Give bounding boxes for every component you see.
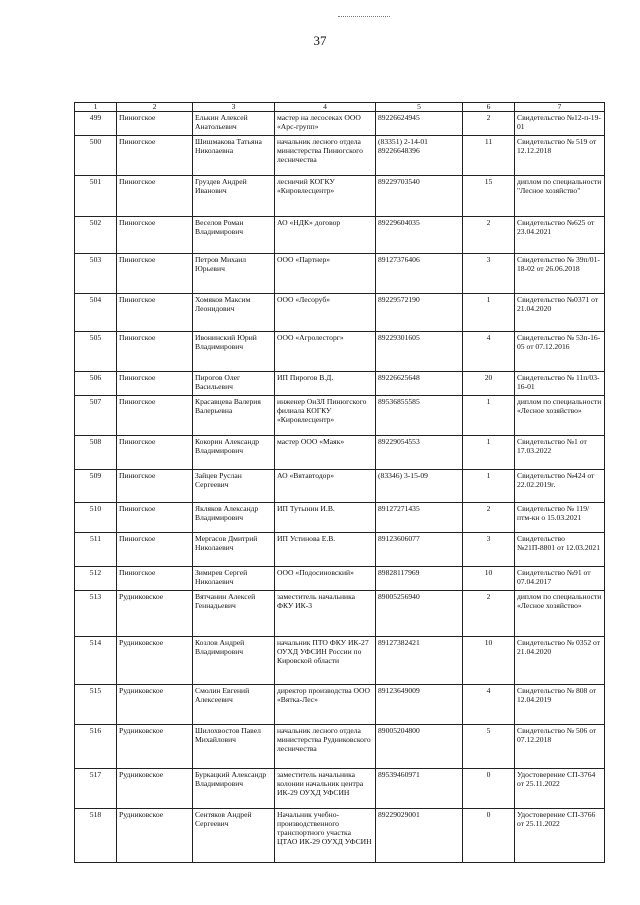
cell-num: 504 [75,294,117,332]
column-header: 2 [117,103,193,112]
cell-num: 516 [75,725,117,769]
cell-org: ООО «Агролесторг» [275,332,376,372]
column-header: 6 [463,103,515,112]
cell-num: 510 [75,503,117,533]
cell-district: Пинюгское [117,176,193,217]
table-row [75,332,605,372]
cell-org: АО «Вятавтодор» [275,470,376,503]
cell-count: 10 [463,567,515,591]
cell-doc: Свидетельство №91 от 07.04.2017 [515,567,605,591]
cell-district: Пинюгское [117,533,193,567]
cell-district: Рудниковское [117,809,193,863]
column-header: 5 [376,103,463,112]
cell-num: 505 [75,332,117,372]
cell-district: Рудниковское [117,685,193,725]
cell-org: Начальник учебно-производственного транспортного участка ЦТАО ИК-29 ОУХД УФСИН [275,809,376,863]
cell-count: 15 [463,176,515,217]
cell-doc: Свидетельство № 808 от 12.04.2019 [515,685,605,725]
cell-count: 3 [463,254,515,294]
cell-org: инженер ОиЗЛ Пинюгского филиала КОГКУ «Кировлесцентр» [275,396,376,436]
cell-district: Пинюгское [117,436,193,470]
cell-district: Пинюгское [117,294,193,332]
cell-district: Пинюгское [117,254,193,294]
cell-count: 2 [463,217,515,254]
cell-doc: Свидетельство № 519 от 12.12.2018 [515,136,605,176]
cell-org: заместитель начальника ФКУ ИК-3 [275,591,376,637]
cell-count: 3 [463,533,515,567]
cell-phone: 89123606077 [376,533,463,567]
cell-doc: Свидетельство № 119/птм-кн о 15.03.2021 [515,503,605,533]
table-row [75,567,605,591]
cell-name: Козлов Андрей Владимирович [193,637,275,685]
cell-phone: 89005256940 [376,591,463,637]
table-row [75,176,605,217]
cell-doc: Свидетельство №21П-8801 от 12.03.2021 [515,533,605,567]
cell-org: ИП Тутынин И.В. [275,503,376,533]
table-row [75,503,605,533]
cell-phone: 89229604035 [376,217,463,254]
cell-name: Смолин Евгений Алексеевич [193,685,275,725]
table-row [75,685,605,725]
cell-phone: 89226624945 [376,112,463,136]
table-row [75,112,605,136]
cell-org: заместитель начальника колонии начальник центра ИК-29 ОУХД УФСИН [275,769,376,809]
cell-org: директор производства ООО «Вятка-Лес» [275,685,376,725]
cell-name: Ивонинский Юрий Владимирович [193,332,275,372]
column-header: 4 [275,103,376,112]
cell-name: Пирогов Олег Васильевич [193,372,275,396]
cell-doc: Свидетельство № 506 от 07.12.2018 [515,725,605,769]
cell-doc: Свидетельство № 0352 от 21.04.2020 [515,637,605,685]
cell-doc: диплом по специальности «Лесное хозяйство» [515,396,605,436]
column-header: 1 [75,103,117,112]
cell-name: Сентяков Андрей Сергеевич [193,809,275,863]
cell-doc: Свидетельство №424 от 22.02.2019г. [515,470,605,503]
cell-name: Вятчанин Алексей Геннадьевич [193,591,275,637]
cell-phone: 89229572190 [376,294,463,332]
cell-org: начальник лесного отдела министерства Рудниковского лесничества [275,725,376,769]
cell-doc: Свидетельство №12-п-19-01 [515,112,605,136]
cell-doc: Свидетельство №0371 от 21.04.2020 [515,294,605,332]
cell-name: Веселов Роман Владимирович [193,217,275,254]
cell-num: 499 [75,112,117,136]
table-row [75,725,605,769]
cell-num: 512 [75,567,117,591]
cell-district: Пинюгское [117,332,193,372]
scan-mark [338,16,390,21]
cell-org: начальник ПТО ФКУ ИК-27 ОУХД УФСИН России по Кировской области [275,637,376,685]
cell-name: Елькин Алексей Анатольевич [193,112,275,136]
cell-phone: 89127271435 [376,503,463,533]
cell-count: 0 [463,769,515,809]
cell-num: 500 [75,136,117,176]
cell-phone: (83351) 2-14-01 89226648396 [376,136,463,176]
cell-district: Пинюгское [117,112,193,136]
cell-doc: Удостоверение СП-3764 от 25.11.2022 [515,769,605,809]
cell-count: 4 [463,685,515,725]
table-row [75,436,605,470]
table-row [75,217,605,254]
cell-count: 4 [463,332,515,372]
cell-district: Пинюгское [117,567,193,591]
column-header: 3 [193,103,275,112]
table-row [75,294,605,332]
cell-count: 5 [463,725,515,769]
cell-org: ООО «Партнер» [275,254,376,294]
cell-num: 509 [75,470,117,503]
cell-phone: 89536855585 [376,396,463,436]
table-row [75,470,605,503]
cell-org: ООО «Лесоруб» [275,294,376,332]
cell-name: Якляков Александр Владимирович [193,503,275,533]
cell-phone: (83346) 3-15-09 [376,470,463,503]
table-header-row [75,103,605,112]
cell-name: Красавцева Валерия Валерьевна [193,396,275,436]
cell-district: Пинюгское [117,503,193,533]
cell-name: Шилохвостов Павел Михайлович [193,725,275,769]
cell-name: Буркацкий Александр Владимирович [193,769,275,809]
cell-district: Рудниковское [117,725,193,769]
table-row [75,372,605,396]
cell-count: 2 [463,112,515,136]
cell-phone: 89229703540 [376,176,463,217]
cell-doc: Свидетельство № 39п/01-18-02 от 26.06.2018 [515,254,605,294]
cell-doc: Свидетельство №1 от 17.03.2022 [515,436,605,470]
cell-district: Пинюгское [117,396,193,436]
cell-count: 10 [463,637,515,685]
cell-count: 11 [463,136,515,176]
cell-phone: 89123649009 [376,685,463,725]
cell-num: 515 [75,685,117,725]
cell-phone: 89229054553 [376,436,463,470]
cell-org: ИП Устинова Е.В. [275,533,376,567]
cell-district: Рудниковское [117,591,193,637]
cell-org: ООО «Подосиновский» [275,567,376,591]
cell-phone: 89226625648 [376,372,463,396]
cell-num: 513 [75,591,117,637]
cell-count: 20 [463,372,515,396]
cell-count: 2 [463,503,515,533]
cell-district: Пинюгское [117,372,193,396]
cell-name: Петров Михаил Юрьевич [193,254,275,294]
cell-doc: Свидетельство № 11п/03-16-01 [515,372,605,396]
cell-name: Хомяков Максим Леонидович [193,294,275,332]
cell-phone: 89828117969 [376,567,463,591]
table-row [75,136,605,176]
cell-district: Рудниковское [117,637,193,685]
cell-num: 518 [75,809,117,863]
page-number: 37 [313,33,327,48]
cell-num: 503 [75,254,117,294]
cell-num: 517 [75,769,117,809]
table-row [75,254,605,294]
cell-num: 501 [75,176,117,217]
cell-phone: 89229301605 [376,332,463,372]
cell-num: 502 [75,217,117,254]
cell-count: 0 [463,809,515,863]
cell-name: Зайцев Руслан Сергеевич [193,470,275,503]
table-row [75,533,605,567]
cell-phone: 89127382421 [376,637,463,685]
table-row [75,769,605,809]
cell-count: 1 [463,470,515,503]
cell-num: 508 [75,436,117,470]
cell-doc: Свидетельство №625 от 23.04.2021 [515,217,605,254]
table-row [75,591,605,637]
table-row [75,396,605,436]
cell-doc: Свидетельство № 53п-16-05 от 07.12.2016 [515,332,605,372]
column-header: 7 [515,103,605,112]
cell-num: 511 [75,533,117,567]
cell-org: мастер на лесосеках ООО «Арс-групп» [275,112,376,136]
cell-org: АО «НДК» договор [275,217,376,254]
cell-name: Шишмакова Татьяна Николаевна [193,136,275,176]
cell-org: лесничий КОГКУ «Кировлесцентр» [275,176,376,217]
cell-phone: 89005204800 [376,725,463,769]
cell-count: 1 [463,294,515,332]
table-row [75,809,605,863]
cell-num: 507 [75,396,117,436]
cell-org: начальник лесного отдела министерства Пинюгского лесничества [275,136,376,176]
cell-org: ИП Пирогов В.Д. [275,372,376,396]
cell-num: 506 [75,372,117,396]
cell-doc: диплом по специальности «Лесное хозяйство» [515,591,605,637]
cell-num: 514 [75,637,117,685]
cell-phone: 89539460971 [376,769,463,809]
cell-count: 1 [463,436,515,470]
cell-district: Рудниковское [117,769,193,809]
cell-name: Груздев Андрей Иванович [193,176,275,217]
cell-doc: Удостоверение СП-3766 от 25.11.2022 [515,809,605,863]
registry-table [74,102,605,863]
cell-phone: 89229029001 [376,809,463,863]
cell-district: Пинюгское [117,217,193,254]
table-row [75,637,605,685]
cell-count: 1 [463,396,515,436]
cell-name: Кокорин Александр Владимирович [193,436,275,470]
cell-district: Пинюгское [117,470,193,503]
cell-org: мастер ООО «Маяк» [275,436,376,470]
cell-name: Мергасов Дмитрий Николаевич [193,533,275,567]
cell-doc: диплом по специальности "Лесное хозяйство" [515,176,605,217]
cell-count: 2 [463,591,515,637]
cell-name: Зимирев Сергей Николаевич [193,567,275,591]
cell-phone: 89127376406 [376,254,463,294]
cell-district: Пинюгское [117,136,193,176]
